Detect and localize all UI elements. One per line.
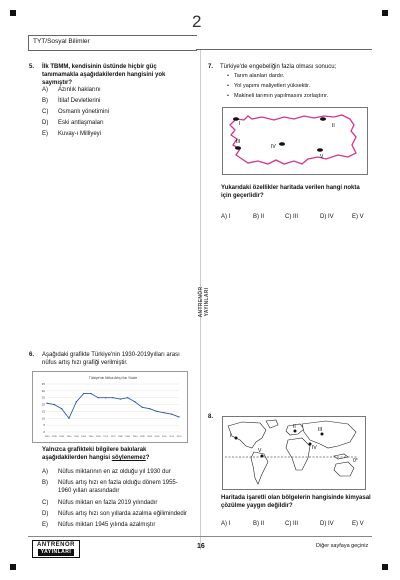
chart-point [134,401,135,402]
chart-ytick-label: 15 [41,409,45,414]
footer-next-page: Diğer sayfaya geçiniz [316,543,369,549]
option-letter: D) [42,120,49,126]
chart-xtick-label: 2000 [147,436,153,438]
chart-point [105,397,106,398]
option-text: Nüfus artış hızı son yıllarda azalma eğilimindedir [58,511,188,517]
chart-xtick-label: 2015 [169,436,175,438]
option-text: Nüfus miktarı 1945 yılında azalmıştır [58,522,156,528]
chart-xtick-label: 1960 [88,436,94,438]
footer-logo [32,540,80,558]
top-page-number: 2 [192,12,202,31]
chart-xtick-label: 1930 [44,436,50,438]
q7-bullet-2: • Yol yapımı maliyetleri yüksektir. [234,83,310,90]
option-letter: D) [42,511,49,517]
world-marker-i [235,437,238,440]
q8-option-d[interactable]: D) IV [320,521,334,527]
equator-label: 0° [353,458,358,464]
q7-turkey-map [222,107,368,175]
chart-xtick-label: 1935 [51,436,57,438]
chart-point [83,393,84,394]
chart-point [164,412,165,413]
q5-number: 5. [29,64,35,70]
footer-page-number: 16 [197,543,205,550]
q6-option-d[interactable] [42,510,192,518]
option-letter: C) [42,109,49,115]
q7-bullet-1: • Tarım alanları dardır. [234,73,284,80]
map-marker-iv [279,142,285,146]
q7-intro: Türkiye'de engebeliğin fazla olması sonucu; [220,64,337,70]
q6-question-text: Yalnızca grafikteki bilgilere bakılarak aşağıdakilerden hangisi [42,447,147,461]
corner-mark-br [382,564,388,570]
chart-ytick-label: 25 [41,395,45,400]
footer-rule [28,536,372,537]
q6-option-b[interactable] [42,479,192,495]
chart-point [149,408,150,409]
chart-point [90,393,91,394]
world-label-v: V [258,448,262,454]
chart-xtick-label: 2010 [161,436,167,438]
chart-ytick-label: 5 [43,423,45,428]
world-label-iii: III [318,427,323,433]
q7-option-d[interactable]: D) IV [320,214,334,220]
chart-ytick-label: 0 [43,430,45,434]
chart-xtick-label: 1965 [95,436,101,438]
q6-intro: Aşağıdaki grafikte Türkiye'nin 1930-2019yılları arası nüfus artış hızı grafiği verilmiştir. [42,352,180,366]
chart-xtick-label: 1995 [139,436,145,438]
q8-question: Haritada işaretli olan bölgelerin hangisinde kimyasal çözülme yaygın değildir? [221,495,371,509]
chart-ytick-label: 30 [41,388,45,393]
side-label: ANTRENÖR YAYINLARI [198,286,210,318]
chart-point [76,401,77,402]
map-label-v: V [320,154,324,160]
q6-chart [32,371,188,443]
map-label-iii: III [236,139,241,145]
chart-point [61,408,62,409]
q6-question-underlined: söylenemez [111,455,146,461]
logo-top-text: ANTRENÖR [37,542,75,548]
chart-xtick-label: 1955 [81,436,87,438]
corner-mark-bl [10,564,16,570]
map-label-iv: IV [271,144,276,150]
chart-xtick-label: 1970 [103,436,109,438]
chart-point [112,397,113,398]
chart-xtick-label: 1990 [132,436,138,438]
option-letter: C) [42,500,49,506]
option-text: İtilaf Devletlerini [58,98,101,104]
chart-title: Türkiye'nin Nüfus Artış Hızı Yüzde [88,376,138,380]
q6-option-a[interactable] [42,468,192,476]
q8-option-b[interactable]: B) II [253,521,265,527]
option-letter: E) [42,522,48,528]
option-text: Nüfus miktarı en fazla 2019 yılındadır [58,500,158,506]
chart-point [120,398,121,399]
q6-option-c[interactable] [42,499,192,507]
q5-option-d[interactable] [42,119,104,127]
q5-option-b[interactable] [42,97,100,105]
chart-xtick-label: 1950 [73,436,79,438]
q7-option-e[interactable]: E) V [352,214,364,220]
chart-xtick-label: 1975 [110,436,116,438]
chart-point [68,418,69,419]
chart-xtick-label: 1940 [59,436,65,438]
chart-point [156,411,157,412]
world-marker-v [261,455,264,458]
chart-xtick-label: 1945 [66,436,72,438]
q7-number: 7. [208,64,214,70]
q6-chart-svg [33,372,187,442]
q6-number: 6. [29,352,35,358]
map-marker-ii [320,117,326,121]
q5-option-c[interactable] [42,108,109,116]
q7-bullet-3: • Makineli tarımın yapılmasını zorlaştırır. [234,93,328,100]
header-title: TYT/Sosyal Bilimler [33,38,90,45]
chart-point [54,404,55,405]
world-label-iv: IV [312,445,317,451]
map-label-ii: II [332,123,335,129]
q6-question [42,446,192,462]
q8-world-map [222,416,366,490]
header-rule-right [196,49,372,50]
map-marker-v [317,148,323,152]
logo-bottom-text: YAYINLARI [38,549,75,556]
q5-stem: İlk TBMM, kendisinin üstünde hiçbir güç tanımamakla aşağıdakilerden hangisini yok saymıştır? [42,64,166,86]
chart-xtick-label: 1980 [117,436,123,438]
world-label-i: I [230,433,232,439]
chart-ytick-label: 35 [41,382,45,386]
corner-mark-tl [10,10,16,16]
chart-ytick-label: 20 [41,402,45,407]
option-text: Kuvay-ı Milliyeyi [58,131,102,137]
chart-point [178,416,179,417]
q7-option-b[interactable]: B) II [253,214,265,220]
map-marker-iii [235,146,241,150]
option-letter: B) [42,98,48,104]
option-letter: B) [42,480,48,486]
option-text: Nüfus miktarının en az olduğu yıl 1930 dur [58,469,171,475]
chart-point [127,397,128,398]
q7-option-a[interactable]: A) I [221,214,231,220]
q7-option-c[interactable]: C) III [285,214,298,220]
world-label-ii: II [293,424,296,430]
q6-option-e[interactable] [42,521,192,529]
q6-question-end: ? [145,455,150,461]
q7-question: Yukarıdaki özellikler haritada verilen hangi nokta için geçerlidir? [221,185,360,199]
map-label-i: I [239,121,241,127]
q5-option-e[interactable] [42,130,101,138]
chart-point [98,397,99,398]
option-text: Eski antlaşmaları [58,120,104,126]
option-letter: A) [42,469,48,475]
option-text: Osmanlı yönetimini [58,109,110,115]
chart-point [171,413,172,414]
option-letter: E) [42,131,48,137]
q8-option-c[interactable]: C) III [285,521,298,527]
option-text: Azınlık haklarını [58,87,101,93]
corner-mark-tr [382,10,388,16]
option-text: Nüfus artış hızı en fazla olduğu dönem 1955-1960 yılları arasındadır [58,480,178,494]
chart-point [46,403,47,404]
chart-point [142,407,143,408]
chart-xtick-label: 1985 [125,436,131,438]
q8-number: 8. [208,414,214,420]
q5-option-a[interactable] [42,86,101,94]
q8-option-a[interactable]: A) I [221,521,231,527]
chart-xtick-label: 2019 [176,436,182,438]
chart-ytick-label: 10 [41,416,45,421]
q8-option-e[interactable]: E) V [352,521,364,527]
chart-xtick-label: 2005 [154,436,160,438]
option-letter: A) [42,87,48,93]
